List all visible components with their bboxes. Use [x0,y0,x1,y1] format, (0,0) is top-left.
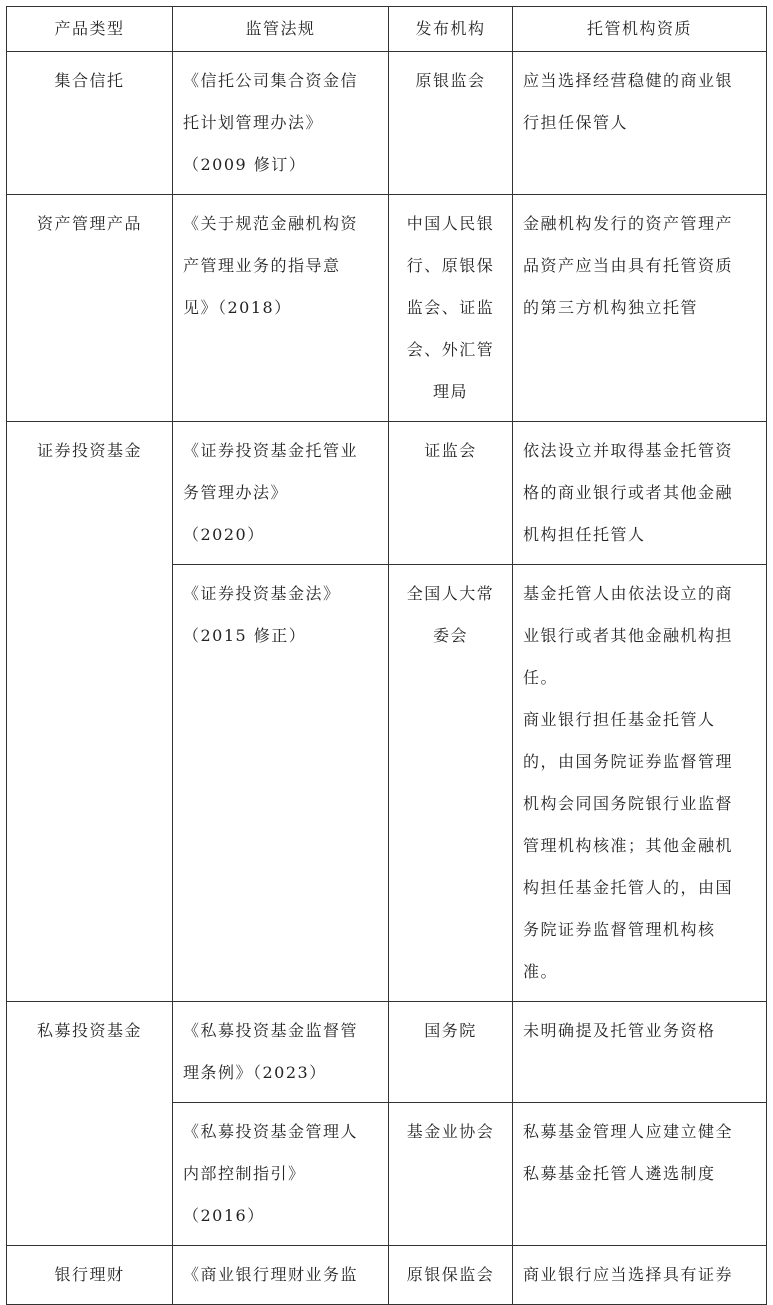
product-label: 集合信托 [54,71,125,90]
qualification-line: 管理机构核准；其他金融机 [523,836,734,855]
regulation-line: 理条例》（2023） [183,1063,327,1082]
issuer-cell [389,422,513,565]
product-cell [7,1002,173,1246]
product-cell [7,422,173,1002]
regulation-line: 《私募投资基金监督管 [183,1021,359,1040]
qualification-cell [513,565,767,1002]
regulation-line: 《关于规范金融机构资 [183,214,359,233]
qualification-cell [513,422,767,565]
product-cell [7,1246,173,1305]
regulation-line: 产管理业务的指导意 [183,256,341,275]
regulation-cell [173,565,389,1002]
regulation-cell [173,52,389,195]
qualification-cell [513,1002,767,1103]
product-cell [7,195,173,422]
regulation-line: （2020） [183,525,265,544]
issuer-line: 中国人民银 [406,214,495,233]
qualification-line: 私募基金托管人遴选制度 [523,1164,716,1183]
qualification-line: 应当选择经营稳健的商业银 [523,71,734,90]
product-label: 私募投资基金 [36,1021,142,1040]
issuer-cell [389,1103,513,1246]
qualification-line: 金融机构发行的资产管理产 [523,214,734,233]
table-row [7,1002,767,1103]
regulation-line: 《商业银行理财业务监 [183,1265,359,1284]
issuer-line: 会、外汇管 [406,340,495,359]
qualification-line: 商业银行担任基金托管人 [523,710,716,729]
header-issuer: 发布机构 [389,7,513,52]
qualification-cell [513,195,767,422]
issuer-line: 原银保监会 [406,1265,495,1284]
regulation-cell [173,422,389,565]
issuer-line: 委会 [432,626,468,645]
issuer-cell [389,1246,513,1305]
qualification-line: 依法设立并取得基金托管资 [523,441,734,460]
issuer-cell [389,1002,513,1103]
qualification-line: 构担任基金托管人的，由国 [523,878,734,897]
regulation-cell [173,195,389,422]
regulation-cell [173,1103,389,1246]
table-row [7,422,767,565]
regulation-line: （2015 修正） [183,626,307,645]
regulation-cell [173,1246,389,1305]
qualification-line: 未明确提及托管业务资格 [523,1021,716,1040]
table-row [7,1246,767,1305]
qualification-line: 商业银行应当选择具有证券 [523,1265,734,1284]
regulation-line: 务管理办法》 [183,483,289,502]
qualification-line: 机构担任托管人 [523,525,646,544]
header-regulation: 监管法规 [173,7,389,52]
issuer-cell [389,52,513,195]
qualification-line: 格的商业银行或者其他金融 [523,483,734,502]
issuer-line: 理局 [432,382,468,401]
qualification-line: 的，由国务院证券监督管理 [523,752,734,771]
header-product-type: 产品类型 [7,7,173,52]
regulation-line: 见》（2018） [183,298,292,317]
qualification-line: 的第三方机构独立托管 [523,298,699,317]
qualification-cell [513,52,767,195]
qualification-line: 品资产应当由具有托管资质 [523,256,734,275]
regulation-line: 《私募投资基金管理人 [183,1122,359,1141]
regulation-line: 内部控制指引》 [183,1164,306,1183]
qualification-line: 基金托管人由依法设立的商 [523,584,734,603]
regulation-table [6,6,767,1305]
qualification-line: 私募基金管理人应建立健全 [523,1122,734,1141]
qualification-line: 任。 [523,668,559,687]
issuer-line: 证监会 [424,441,477,460]
qualification-line: 行担任保管人 [523,113,629,132]
table-row [7,195,767,422]
issuer-cell [389,195,513,422]
header-custodian-qualification: 托管机构资质 [513,7,767,52]
product-label: 银行理财 [54,1265,125,1284]
qualification-line: 准。 [523,962,559,981]
regulation-line: （2009 修订） [183,155,307,174]
regulation-cell [173,1002,389,1103]
qualification-line: 务院证券监督管理机构核 [523,920,716,939]
product-label: 证券投资基金 [36,441,142,460]
regulation-line: 托计划管理办法》 [183,113,324,132]
table-header-row [7,7,767,52]
qualification-line: 业银行或者其他金融机构担 [523,626,734,645]
regulation-line: （2016） [183,1206,265,1225]
regulation-line: 《证券投资基金法》 [183,584,341,603]
issuer-line: 全国人大常 [406,584,495,603]
product-cell [7,52,173,195]
issuer-line: 基金业协会 [406,1122,495,1141]
product-label: 资产管理产品 [36,214,142,233]
qualification-line: 机构会同国务院银行业监督 [523,794,734,813]
regulation-line: 《信托公司集合资金信 [183,71,359,90]
issuer-cell [389,565,513,1002]
qualification-cell [513,1246,767,1305]
issuer-line: 监会、证监 [406,298,495,317]
issuer-line: 原银监会 [415,71,486,90]
issuer-line: 行、原银保 [406,256,495,275]
regulation-line: 《证券投资基金托管业 [183,441,359,460]
issuer-line: 国务院 [424,1021,477,1040]
table-row [7,52,767,195]
qualification-cell [513,1103,767,1246]
